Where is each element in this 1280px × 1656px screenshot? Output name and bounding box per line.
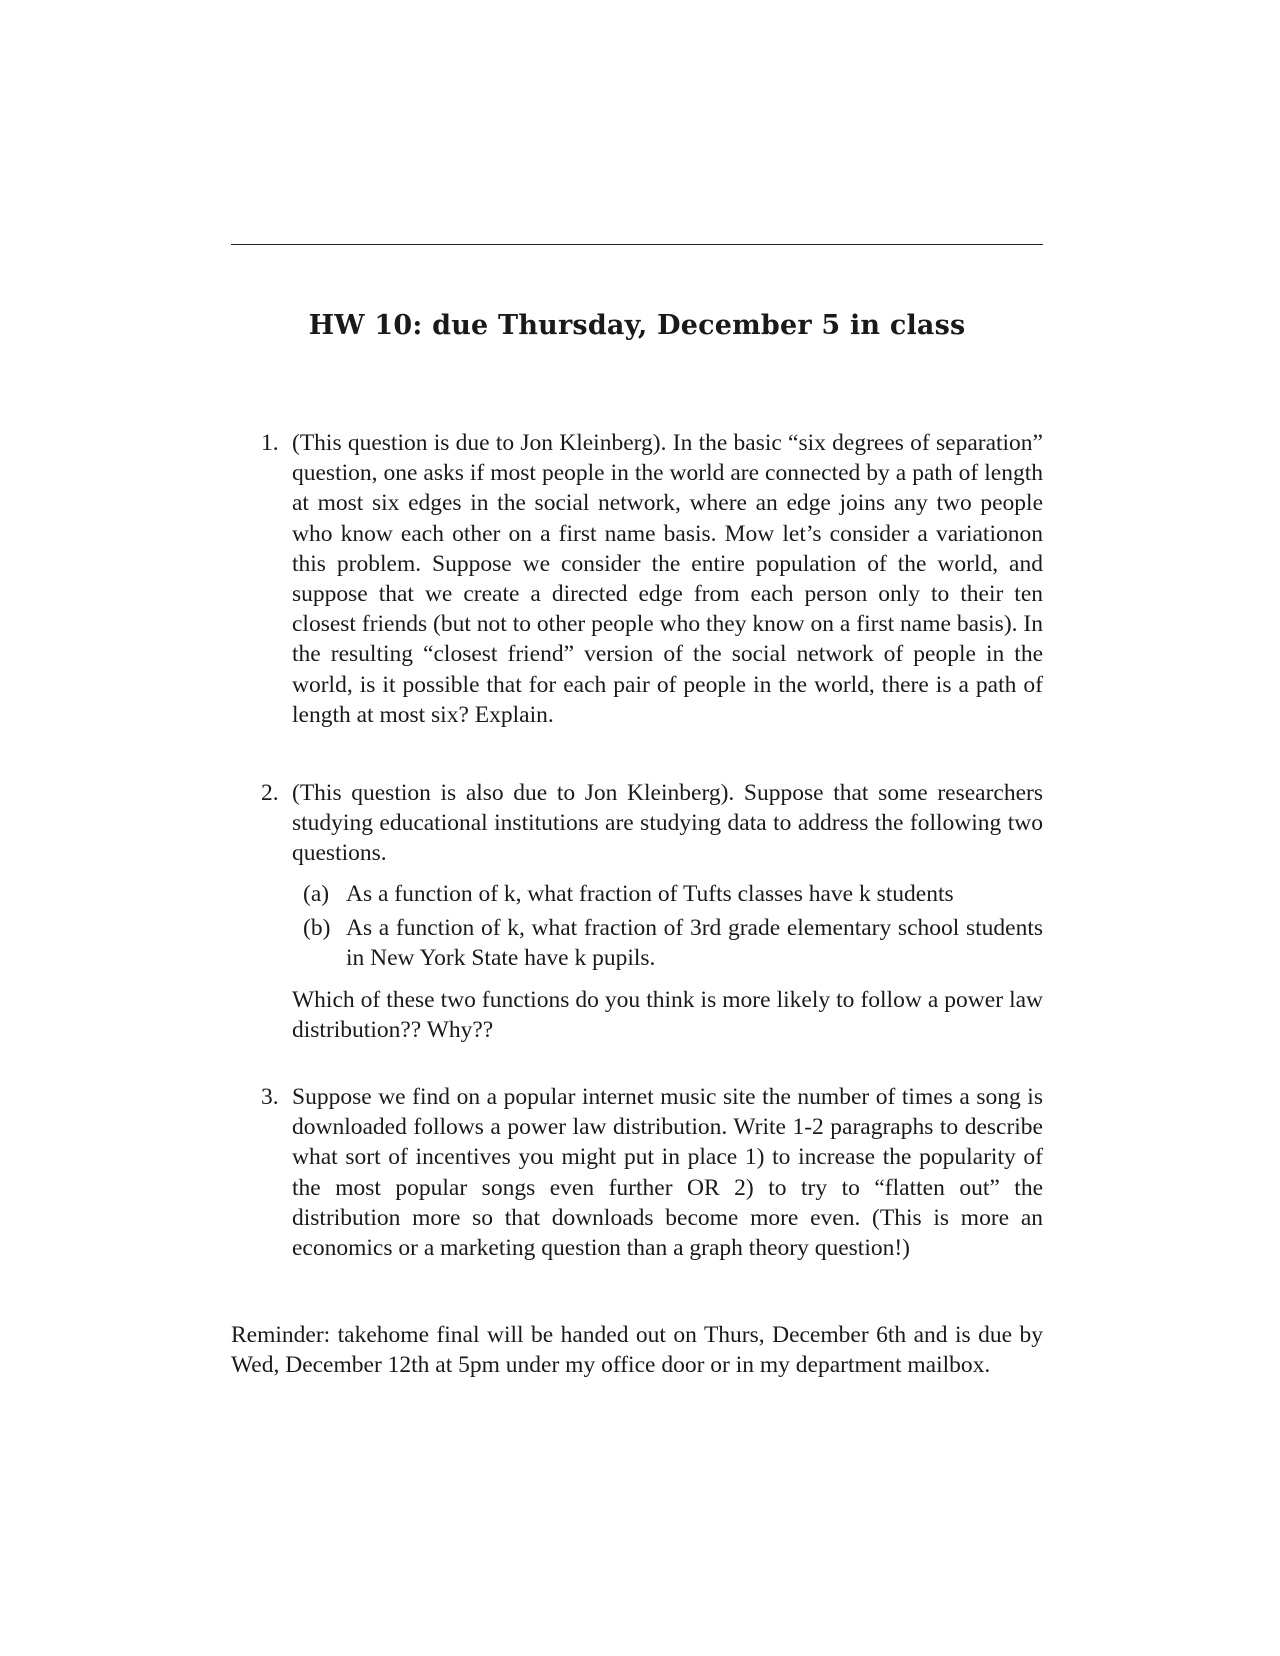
question-3: [261, 1082, 1043, 1263]
question-2: [261, 778, 1043, 1046]
question-text: (This question is due to Jon Kleinberg). In the basic “six degrees of separation” question, one asks if most people in the world are connected by a path of length at most six edges in the social network, where an edge joins any two people who know each other on a first name basis. Mow let’s consider a variationon this problem. Suppose we consider the entire population of the world, and suppose that we create a directed edge from each person only to their ten closest friends (but not to other people who they know on a first name basis). In the resulting “closest friend” version of the social network of people in the world, is it possible that for each pair of people in the world, there is a path of length at most six? Explain.: [292, 430, 1043, 728]
question-1: [261, 428, 1043, 730]
question-text: (This question is also due to Jon Kleinberg). Suppose that some researchers studying educational institutions are studying data to address the following two questions.: [292, 780, 1043, 867]
question-number: 3.: [261, 1084, 279, 1110]
sub-question-list: [303, 879, 1043, 974]
sub-question-text: As a function of k, what fraction of 3rd grade elementary school students in New York State have k pupils.: [346, 914, 1043, 972]
sub-question-b: [303, 913, 1043, 973]
question-number: 1.: [261, 430, 279, 456]
question-followup: Which of these two functions do you think is more likely to follow a power law distribution?? Why??: [292, 987, 1043, 1044]
sub-question-label: (b): [303, 914, 331, 941]
question-text: Suppose we find on a popular internet music site the number of times a song is downloaded follows a power law distribution. Write 1-2 paragraphs to describe what sort of incentives you might put in place 1) to increase the popularity of the most popular songs even further OR 2) to try to “flatten out” the distribution more so that downloads become more even. (This is more an economics or a marketing question than a graph theory question!): [292, 1084, 1043, 1262]
sub-question-a: [303, 879, 1043, 909]
page-title: HW 10: due Thursday, December 5 in class: [308, 310, 966, 341]
sub-question-text: As a function of k, what fraction of Tufts classes have k students: [346, 880, 954, 907]
question-number: 2.: [261, 780, 279, 806]
sub-question-label: (a): [303, 880, 330, 907]
reminder-note: Reminder: takehome final will be handed out on Thurs, December 6th and is due by Wed, December 12th at 5pm under my office door or in my department mailbox.: [231, 1322, 1043, 1379]
horizontal-rule: [231, 244, 1043, 245]
